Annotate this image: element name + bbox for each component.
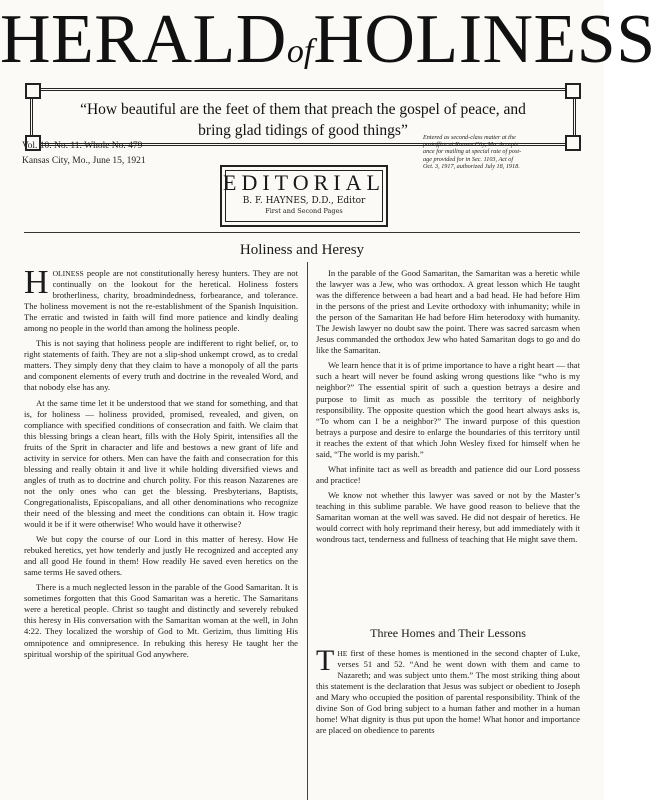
- entered-notice-line: ance for mailing at special rate of post-: [423, 148, 522, 156]
- issue-place-date: Kansas City, Mo., June 15, 1921: [22, 156, 146, 166]
- entered-notice-line: postoffice at Kansas City, Mo. Accept-: [423, 141, 518, 149]
- editorial-pages: First and Second Pages: [265, 207, 343, 215]
- paragraph: At the same time let it be understood that we stand for something, and that is, for holiness — holiness provided, promised, revealed, and given, on compliance with specified conditions of consecration and faith. We claim that this blessing brings a clean heart, fills with the Holy Spirit, intensifies all the fruits of the Sprit in character and life and bestows a new grant of life and activity in service for others. Men can have the faith and consecration for this blessing and really obtain it and live it while holding diversified views and angles of truth as to doctrine and church polity. For this reason Nazarenes are not the only ones who can get the blessing. Presbyterians, Baptists, Congregationalists, Episcopalians, and all other denominations who recognize their need of the blessing and meet the conditions can obtain it. How tragic would it be if it were otherwise! Who would have it otherwise?: [24, 397, 298, 530]
- column-divider: [307, 262, 308, 800]
- motto-line-1: “How beautiful are the feet of them that preach the gospel of peace, and: [80, 101, 526, 118]
- paragraph: We know not whether this lawyer was saved or not by the Master’s teaching in this sublime parable. We have good reason to believe that the Samaritan woman at the well was saved. He did not despair of heretics. He would correct with holy reprimand their heresy, but add immediately with it wondrous tact, tenderness and fullness of teaching that He might save them.: [316, 489, 580, 545]
- entered-notice-line: Oct. 3, 1917, authorized July 18, 1918.: [423, 162, 520, 170]
- paragraph: We but copy the course of our Lord in this matter of heresy. How He rebuked heretics, yet how tenderly and justly He recognized and accepted any and all good He found in them! How readily He saved even heretics on the same terms He saved others.: [24, 534, 298, 578]
- paragraph: There is a much neglected lesson in the parable of the Good Samaritan. It is sometimes forgotten that this Good Samaritan was a heretic. The Samaritans were a heretical people. Christ so taught and distinctly and severely rebuked this heresy in His conversation with the Samaritan woman at the well, in John 4:22. They localized the worship of God to Mt. Gerizim, thus limiting His omnipotence and omnipresence. In rebuking this heresy He taught her the spiritual worship of the spiritual God anywhere.: [24, 582, 298, 659]
- top-rule: [24, 232, 580, 233]
- masthead-of: of: [286, 33, 314, 70]
- article-2-body: [316, 644, 580, 800]
- lead-caps: HE: [337, 649, 348, 658]
- entered-notice-line: age provided for in Sec. 1103, Act of: [423, 155, 514, 163]
- paragraph: This is not saying that holiness people are indifferent to right belief, or, to right statements of faith. They are not a slip-shod unkempt crowd, as to credal matters. They simply deny that they claim to have a monopoly of all the parts and component elements of every truth and doctrine in the revealed Word, and that nobody else has any.: [24, 338, 298, 393]
- entered-notice: [423, 134, 589, 170]
- paragraph: [24, 264, 298, 334]
- left-column: [24, 264, 298, 800]
- article-title: Holiness and Heresy: [239, 242, 365, 258]
- paragraph-text: first of these homes is mentioned in the second chapter of Luke, verses 51 and 52. “And he went down with them and came to Nazareth; and was subject unto them.” The most striking thing about this statement is the declaration that Jesus was subject or obedient to Joseph and Mary who occupied the position of parental responsibility. Think of the divine Son of God bring subject to a human father and mother in a human home! What dignity is thus put upon the home! What honor and importance are placed on obedience to parents: [316, 648, 580, 736]
- drop-cap: H: [24, 264, 49, 301]
- drop-cap: T: [316, 644, 335, 677]
- issue-volume: Vol. 10. No. 11. Whole No. 479: [22, 141, 143, 151]
- paragraph: [316, 644, 580, 736]
- lead-caps: OLINESS: [52, 269, 84, 278]
- masthead-title: [0, 1, 656, 90]
- right-column: [316, 268, 580, 620]
- editor-name: B. F. HAYNES, D.D., Editor: [242, 196, 366, 206]
- editorial-title: EDITORIAL: [223, 170, 385, 195]
- frame-corner-ornament: [25, 83, 41, 99]
- paragraph: We learn hence that it is of prime importance to have a right heart — that such a heart will never be found asking wrong questions like “who is my neighbor?” The essential spirit of such a question betrays a desire and purpose to limit as much as possible the territory of neighborly responsibility. The opposite question which the good heart always asks is, “To whom can I be a neighbor?” The inward purpose of this question betrays a purpose and desire to enlarge the boundaries of this territory until it reaches the extent of that which John Wesley fixed for himself when he said, “The world is my parish.”: [316, 360, 580, 459]
- masthead-herald: HERALD: [0, 1, 287, 78]
- paragraph: What infinite tact as well as breadth and patience did our Lord possess and practice!: [316, 463, 580, 485]
- motto-line-2: bring glad tidings of good things”: [198, 122, 408, 139]
- article-2-title: Three Homes and Their Lessons: [370, 626, 526, 640]
- masthead-holiness: HOLINESS: [313, 1, 656, 78]
- entered-notice-line: Entered as second-class matter at the: [423, 134, 516, 141]
- paragraph-text: people are not constitutionally heresy hunters. They are not continually on the lookout for the heretical. Holiness fosters brotherliness, charity, broadmindedness, forbearance, and tolerance. The holiness movement is not the re-establishment of the Spanish Inquisition. The erratic and twisted in faith will find more patience and kindly dealing among no people in the world than among the holiness people.: [24, 268, 298, 334]
- frame-corner-ornament: [565, 83, 581, 99]
- paragraph: In the parable of the Good Samaritan, the Samaritan was a heretic while the lawyer was a Jew, who was orthodox. A great lesson which He taught was the difference between a bad heart and a bad head. He had before Him in the persons of the priest and Levite orthodoxy with inhumanity; while in the person of the Samaritan He had before Him heterodoxy with humanity. The Jewish lawyer no doubt saw the point. There was sacred sarcasm when Jesus commanded the orthodox Jew who hated Samaritan dogs to go and do like the Samaritan.: [316, 268, 580, 356]
